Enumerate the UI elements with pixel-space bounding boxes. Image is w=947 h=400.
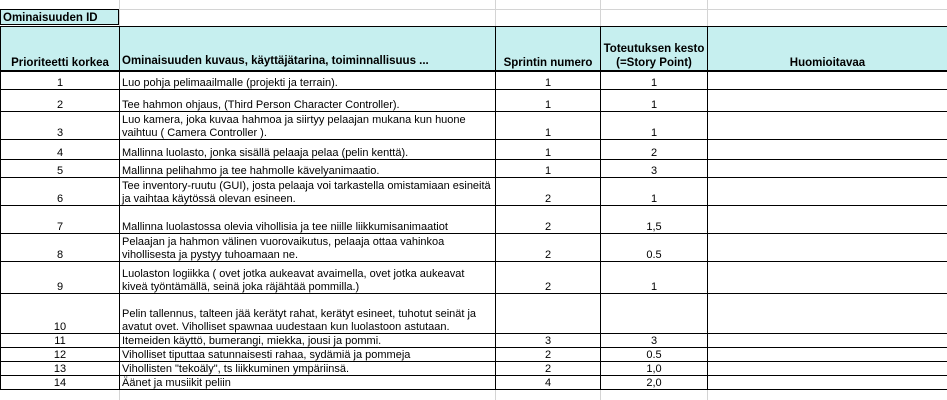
duration-cell[interactable]: 1 [601,71,708,90]
feature-id-cell[interactable]: Ominaisuuden ID [0,9,119,25]
description-cell[interactable]: Tee inventory-ruutu (GUI), josta pelaaja voi tarkastella omistamiaan esineitä ja vaihtaa käytössä olevan esineen. [120,178,496,206]
priority-cell[interactable]: 3 [1,112,120,140]
description-cell[interactable]: Tee hahmon ohjaus, (Third Person Character Controller). [120,90,496,112]
priority-cell[interactable]: 6 [1,178,120,206]
table-row [1,294,947,334]
priority-cell[interactable]: 14 [1,376,120,390]
description-cell[interactable]: Mallinna luolastossa olevia vihollisia ja tee niille liikkumisanimaatiot [120,206,496,234]
description-cell[interactable]: Vihollisten "tekoäly", ts liikkuminen ympäriinsä. [120,362,496,376]
sprint-cell[interactable]: 2 [496,206,601,234]
table-row [1,160,947,178]
duration-cell[interactable]: 1 [601,178,708,206]
sprint-cell[interactable]: 1 [496,140,601,160]
duration-cell[interactable]: 1 [601,90,708,112]
notes-cell[interactable] [708,178,947,206]
duration-cell[interactable]: 3 [601,160,708,178]
duration-cell[interactable]: 1,5 [601,206,708,234]
table-row [1,376,947,390]
table-row [1,262,947,294]
gridline [0,9,947,10]
notes-cell[interactable] [708,160,947,178]
description-cell[interactable]: Pelin tallennus, talteen jää kerätyt rahat, kerätyt esineet, tuhotut seinät ja avatut ovet. Viholliset spawnaa uudestaan kun luolastoon astutaan. [120,294,496,334]
sprint-cell[interactable]: 3 [496,334,601,348]
priority-cell[interactable]: 8 [1,234,120,262]
notes-cell[interactable] [708,348,947,362]
sprint-cell[interactable]: 2 [496,178,601,206]
notes-cell[interactable] [708,206,947,234]
notes-cell[interactable] [708,294,947,334]
description-cell[interactable]: Pelaajan ja hahmon välinen vuorovaikutus, pelaaja ottaa vahinkoa vihollisesta ja pystyy tuhoamaan ne. [120,234,496,262]
table-row [1,206,947,234]
table-row [1,112,947,140]
header-description[interactable]: Ominaisuuden kuvaus, käyttäjätarina, toiminnallisuus ... [120,27,496,71]
notes-cell[interactable] [708,376,947,390]
header-duration[interactable]: Toteutuksen kesto (=Story Point) [601,27,708,71]
priority-cell[interactable]: 9 [1,262,120,294]
table-row [1,90,947,112]
header-priority[interactable]: Prioriteetti korkea [1,27,120,71]
description-cell[interactable]: Äänet ja musiikit peliin [120,376,496,390]
duration-cell[interactable]: 1,0 [601,362,708,376]
duration-cell[interactable]: 0.5 [601,348,708,362]
sprint-cell[interactable]: 1 [496,160,601,178]
description-cell[interactable]: Itemeiden käyttö, bumerangi, miekka, jousi ja pommi. [120,334,496,348]
description-cell[interactable]: Mallinna luolasto, jonka sisällä pelaaja pelaa (pelin kenttä). [120,140,496,160]
table-row [1,71,947,90]
description-cell[interactable]: Luo pohja pelimaailmalle (projekti ja terrain). [120,71,496,90]
priority-cell[interactable]: 4 [1,140,120,160]
notes-cell[interactable] [708,262,947,294]
table-row [1,362,947,376]
sprint-cell[interactable]: 2 [496,362,601,376]
priority-cell[interactable]: 2 [1,90,120,112]
header-notes[interactable]: Huomioitavaa [708,27,947,71]
priority-cell[interactable]: 12 [1,348,120,362]
sprint-cell[interactable]: 4 [496,376,601,390]
sprint-cell[interactable]: 1 [496,112,601,140]
notes-cell[interactable] [708,112,947,140]
priority-cell[interactable]: 11 [1,334,120,348]
priority-cell[interactable]: 13 [1,362,120,376]
notes-cell[interactable] [708,140,947,160]
notes-cell[interactable] [708,362,947,376]
sprint-cell[interactable]: 2 [496,348,601,362]
description-cell[interactable]: Luo kamera, joka kuvaa hahmoa ja siirtyy pelaajan mukana kun huone vaihtuu ( Camera Controller ). [120,112,496,140]
priority-cell[interactable]: 10 [1,294,120,334]
priority-cell[interactable]: 7 [1,206,120,234]
table-row [1,178,947,206]
duration-cell[interactable]: 1 [601,112,708,140]
notes-cell[interactable] [708,71,947,90]
notes-cell[interactable] [708,334,947,348]
header-sprint[interactable]: Sprintin numero [496,27,601,71]
duration-cell[interactable]: 0.5 [601,234,708,262]
sprint-cell[interactable]: 2 [496,262,601,294]
sprint-cell[interactable]: 1 [496,71,601,90]
duration-cell[interactable]: 3 [601,334,708,348]
notes-cell[interactable] [708,234,947,262]
header-row [1,27,947,71]
duration-cell[interactable]: 2,0 [601,376,708,390]
priority-cell[interactable]: 1 [1,71,120,90]
description-cell[interactable]: Mallinna pelihahmo ja tee hahmolle kävelyanimaatio. [120,160,496,178]
description-cell[interactable]: Luolaston logiikka ( ovet jotka aukeavat avaimella, ovet jotka aukeavat kiveä työntämällä, seinä joka räjähtää pommilla.) [120,262,496,294]
sprint-cell[interactable]: 2 [496,234,601,262]
table-row [1,348,947,362]
description-cell[interactable]: Viholliset tiputtaa satunnaisesti rahaa, sydämiä ja pommeja [120,348,496,362]
table-row [1,140,947,160]
table-row [1,234,947,262]
duration-cell[interactable]: 2 [601,140,708,160]
priority-cell[interactable]: 5 [1,160,120,178]
notes-cell[interactable] [708,90,947,112]
sprint-cell[interactable] [496,294,601,334]
duration-cell[interactable] [601,294,708,334]
table-row [1,334,947,348]
duration-cell[interactable]: 1 [601,262,708,294]
sprint-cell[interactable]: 1 [496,90,601,112]
feature-table [0,26,947,390]
